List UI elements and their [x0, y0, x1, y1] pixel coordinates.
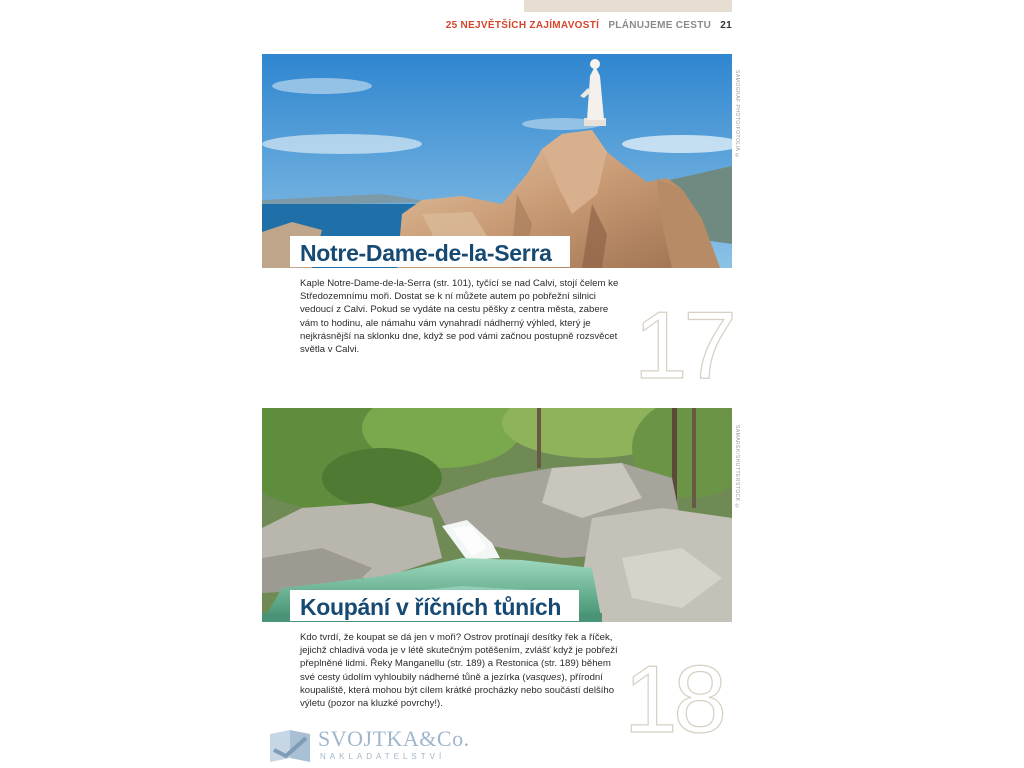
publisher-logo	[268, 724, 468, 766]
top-color-strip	[524, 0, 732, 12]
article-body-17	[300, 277, 622, 356]
article-text-18-part2: ), přírodní koupaliště, která mohou být cílem krátké procházky nebo součástí delšího výletu (pozor na kluzké povrchy!).	[300, 671, 615, 710]
publisher-subtitle: NAKLADATELSTVÍ	[320, 752, 446, 761]
article-body-18	[300, 631, 622, 710]
article-title-box-17	[290, 236, 570, 267]
article-title-box-18	[290, 590, 579, 621]
feature-number-18: 18	[624, 646, 723, 753]
header-chapter: PLÁNUJEME CESTU	[608, 20, 712, 31]
publisher-name: SVOJTKA&Co.	[318, 726, 470, 751]
article-title-17: Notre-Dame-de-la-Serra	[300, 240, 552, 266]
header-section: 25 NEJVĚTŠÍCH ZAJÍMAVOSTÍ	[445, 20, 600, 31]
book-logo-icon	[268, 726, 312, 762]
page-number: 21	[720, 20, 732, 31]
article-text-18-part1: Kdo tvrdí, že koupat se dá jen v moři? Ostrov protínají desítky řek a říček, jejichž chladivá voda je v létě skutečným potěšením, zvlášť když je pobřeží přeplněné lidmi. Řeky Manganellu (str. 189) a Restonica (str. 189) během své cesty údolím vyhloubily nádherné tůně a jezírka (	[300, 632, 618, 683]
photo-credit-1: SAMOGRAF PHOTO/FOTOLIA ©	[734, 70, 740, 160]
feature-number-17: 17	[634, 292, 733, 399]
article-title-18: Koupání v říčních tůních	[300, 594, 562, 620]
article-text-18-italic: vasques	[525, 671, 562, 683]
article-text-18	[300, 631, 622, 710]
article-text-17: Kaple Notre-Dame-de-la-Serra (str. 101), tyčící se nad Calvi, stojí čelem ke Středozemnímu moři. Dostat se k ní můžete autem po pobřežní silnici vedoucí z Calvi. Pokud se vydáte na cestu pěšky z centra města, zabere vám to hodinu, ale námahu vám vynahradí nádherný výhled, který je nejkrásnější na sklonku dne, když se pod vámi začnou postupně rozsvěcet světla v Calvi.	[300, 278, 619, 356]
running-header	[446, 20, 732, 31]
photo-credit-2: SAMAREK/SHUTTERSTOCK ©	[734, 425, 740, 510]
